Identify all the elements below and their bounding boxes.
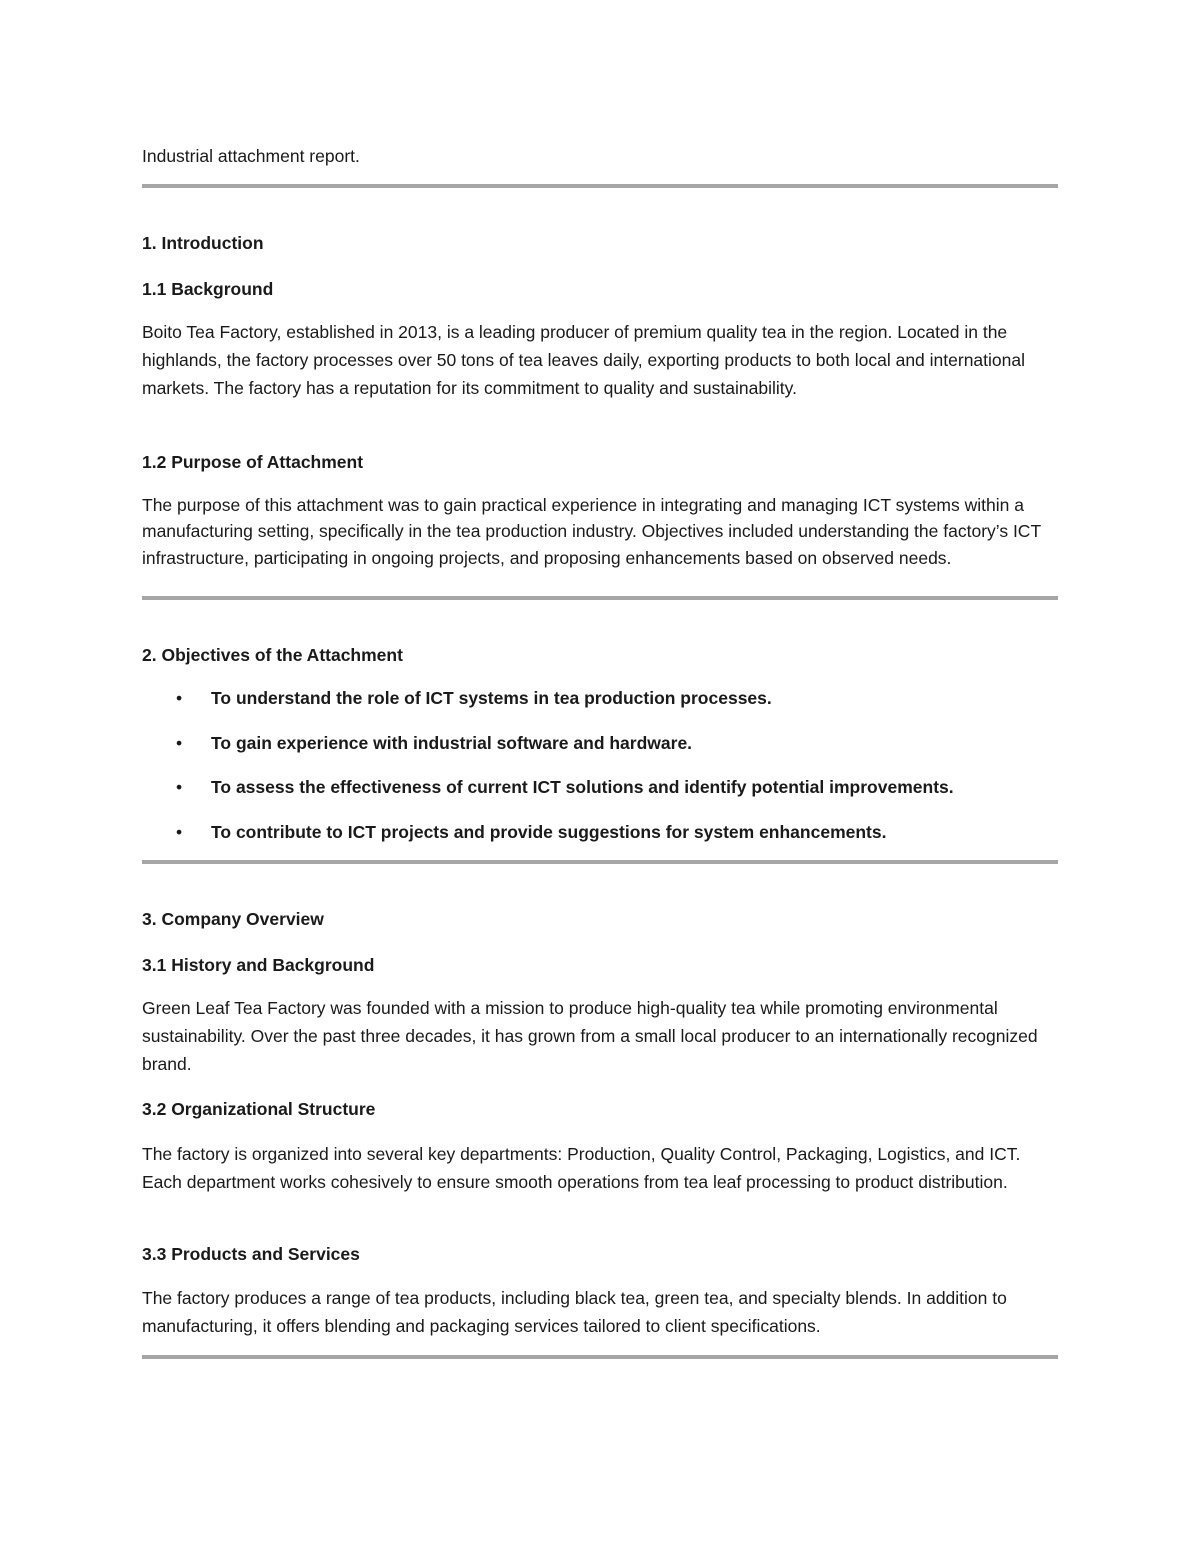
- list-item-text: To contribute to ICT projects and provide suggestions for system enhancements.: [211, 821, 887, 842]
- list-item-text: To gain experience with industrial software and hardware.: [211, 732, 693, 753]
- bullet-icon: •: [176, 688, 183, 708]
- horizontal-rule: [142, 596, 1058, 600]
- list-item-text: To assess the effectiveness of current ICT solutions and identify potential improvements.: [211, 777, 954, 797]
- horizontal-rule: [142, 1355, 1058, 1359]
- subsection-heading-products-services: 3.3 Products and Services: [142, 1244, 360, 1264]
- section-heading-company-overview: 3. Company Overview: [142, 909, 324, 929]
- subsection-heading-purpose: 1.2 Purpose of Attachment: [142, 452, 364, 472]
- bullet-icon: •: [176, 821, 183, 842]
- objectives-list: [142, 686, 1058, 864]
- section-heading-introduction: 1. Introduction: [142, 233, 264, 253]
- list-item: [142, 686, 1058, 731]
- paragraph-purpose: The purpose of this attachment was to gain practical experience in integrating and managing ICT systems within a manufacturing setting, specifically in the tea production industry. Objectives included understanding the factory’s ICT infrastructure, participating in ongoing projects, and proposing enhancements based on observed needs.: [142, 495, 1041, 568]
- subsection-heading-organizational-structure: 3.2 Organizational Structure: [142, 1099, 376, 1119]
- horizontal-rule: [142, 184, 1058, 188]
- subsection-heading-background: 1.1 Background: [142, 279, 274, 299]
- paragraph-history: Green Leaf Tea Factory was founded with a mission to produce high-quality tea while promoting environmental sustainability. Over the past three decades, it has grown from a small local producer to an internationally recognized brand.: [142, 998, 1038, 1074]
- bullet-icon: •: [176, 777, 183, 797]
- list-item: [142, 775, 1058, 820]
- list-item: [142, 731, 1058, 776]
- bullet-icon: •: [176, 732, 183, 753]
- horizontal-rule: [142, 860, 1058, 864]
- paragraph-organizational-structure: The factory is organized into several key departments: Production, Quality Control, Packaging, Logistics, and ICT. Each department works cohesively to ensure smooth operations from tea leaf processing to product distribution.: [142, 1144, 1021, 1192]
- subsection-heading-history: 3.1 History and Background: [142, 955, 375, 975]
- paragraph-background: Boito Tea Factory, established in 2013, is a leading producer of premium quality tea in the region. Located in the highlands, the factory processes over 50 tons of tea leaves daily, exporting products to both local and international markets. The factory has a reputation for its commitment to quality and sustainability.: [142, 322, 1025, 398]
- list-item: [142, 820, 1058, 865]
- paragraph-products-services: The factory produces a range of tea products, including black tea, green tea, and specialty blends. In addition to manufacturing, it offers blending and packaging services tailored to client specifications.: [142, 1288, 1007, 1336]
- section-heading-objectives: 2. Objectives of the Attachment: [142, 645, 403, 665]
- document-title: Industrial attachment report.: [142, 146, 360, 166]
- list-item-text: To understand the role of ICT systems in tea production processes.: [211, 688, 772, 708]
